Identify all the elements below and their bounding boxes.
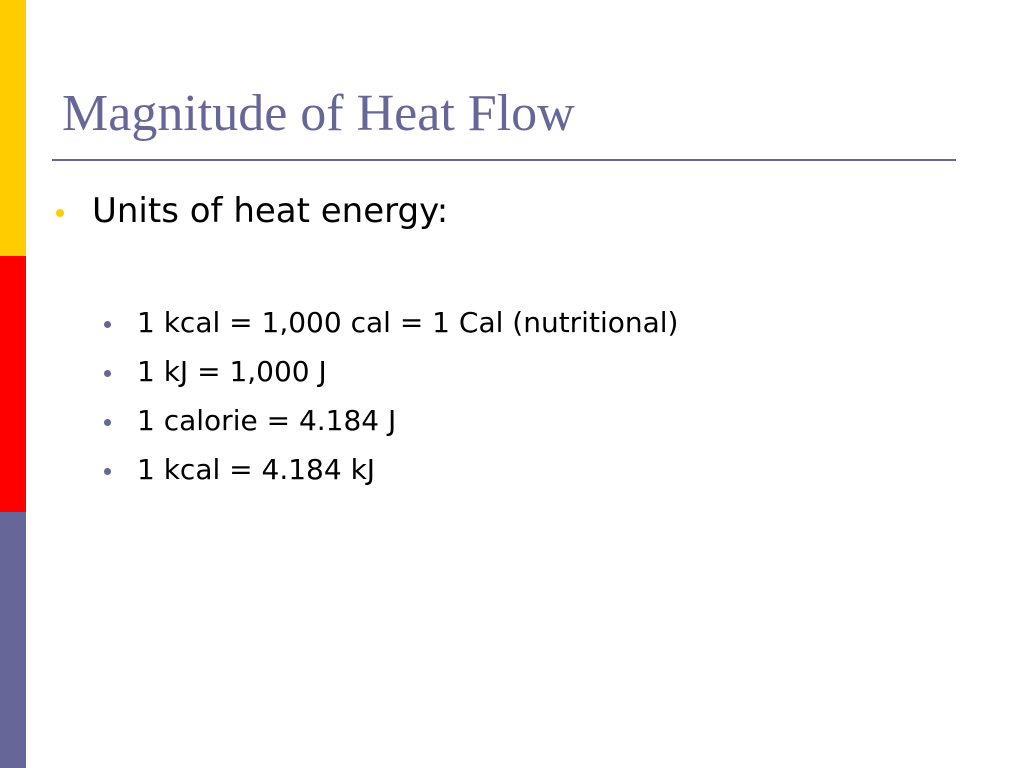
sub-bullet-text: 1 kJ = 1,000 J xyxy=(137,355,327,388)
sub-bullet-item xyxy=(104,396,678,445)
sub-bullet-dot-icon xyxy=(104,468,111,475)
bullet-dot-icon xyxy=(56,209,64,217)
sub-bullet-text: 1 kcal = 4.184 kJ xyxy=(137,453,376,486)
title-divider xyxy=(52,159,956,161)
sub-bullet-text: 1 calorie = 4.184 J xyxy=(137,404,397,437)
sub-bullet-list xyxy=(104,298,678,494)
sub-bullet-dot-icon xyxy=(104,321,111,328)
sub-bullet-text: 1 kcal = 1,000 cal = 1 Cal (nutritional) xyxy=(137,306,679,339)
sub-bullet-item xyxy=(104,347,678,396)
accent-bar-yellow xyxy=(0,0,26,256)
accent-bar-red xyxy=(0,256,26,512)
sub-bullet-dot-icon xyxy=(104,419,111,426)
bullet-item xyxy=(56,188,448,234)
accent-bar-blue xyxy=(0,512,26,768)
sub-bullet-dot-icon xyxy=(104,370,111,377)
sub-bullet-item xyxy=(104,298,678,347)
slide-title: Magnitude of Heat Flow xyxy=(62,85,575,142)
sub-bullet-item xyxy=(104,445,678,494)
bullet-text: Units of heat energy: xyxy=(92,191,449,231)
